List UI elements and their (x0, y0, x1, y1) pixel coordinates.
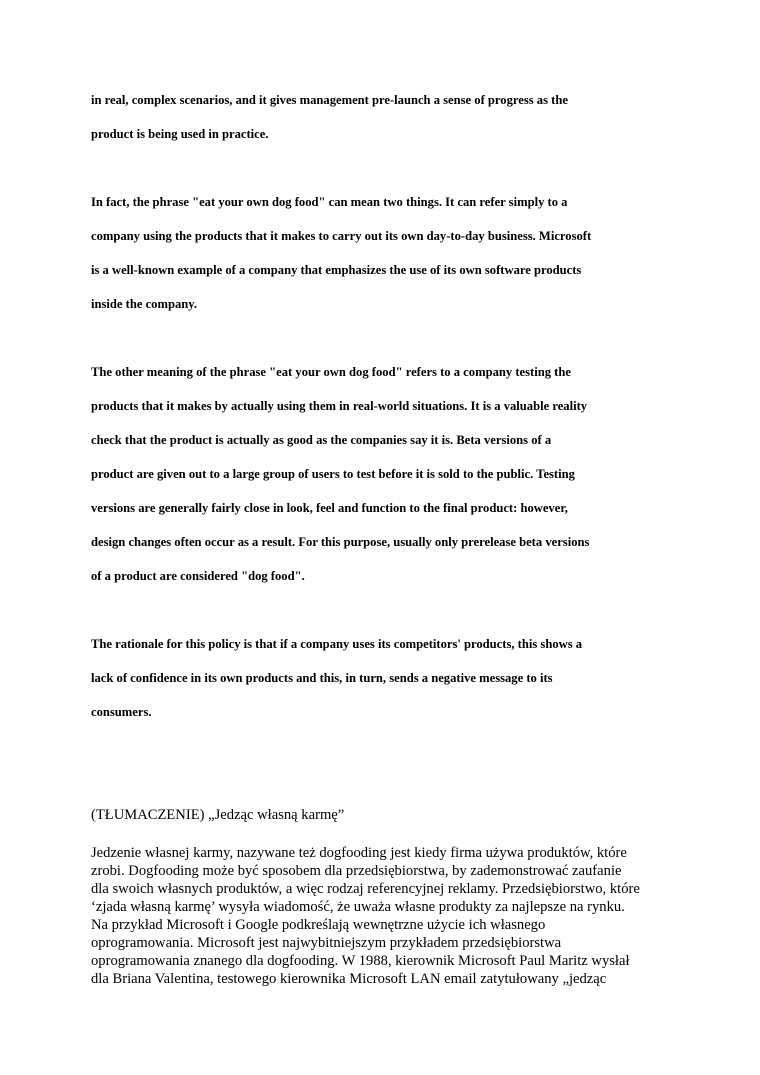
english-p3-line-1: The other meaning of the phrase "eat your own dog food" refers to a company testing the (91, 365, 571, 379)
translation-line-3: dla swoich własnych produktów, a więc rodzaj referencyjnej reklamy. Przedsiębiorstwo, które (91, 881, 640, 897)
translation-line-6: oprogramowania. Microsoft jest najwybitniejszym przykładem przedsiębiorstwa (91, 935, 562, 951)
translation-line-7: oprogramowania znanego dla dogfooding. W 1988, kierownik Microsoft Paul Maritz wysłał (91, 953, 630, 969)
english-p1-line-2: product is being used in practice. (91, 127, 269, 141)
translation-title: (TŁUMACZENIE) „Jedząc własną karmę” (91, 807, 345, 823)
translation-line-2: zrobi. Dogfooding może być sposobem dla przedsiębiorstwa, by zademonstrować zaufanie (91, 863, 622, 879)
english-p4-line-2: lack of confidence in its own products and this, in turn, sends a negative message to its (91, 671, 553, 685)
translation-line-4: ‘zjada własną karmę’ wysyła wiadomość, że uważa własne produkty za najlepsze na rynku. (91, 899, 625, 915)
english-p2-line-1: In fact, the phrase "eat your own dog food" can mean two things. It can refer simply to a (91, 195, 568, 209)
english-p3-line-4: product are given out to a large group of users to test before it is sold to the public. Testing (91, 467, 575, 481)
english-p4-line-3: consumers. (91, 705, 152, 719)
english-p3-line-2: products that it makes by actually using them in real-world situations. It is a valuable reality (91, 399, 588, 413)
english-p4-line-1: The rationale for this policy is that if a company uses its competitors' products, this shows a (91, 637, 583, 651)
english-p3-line-7: of a product are considered "dog food". (91, 569, 305, 583)
translation-line-1: Jedzenie własnej karmy, nazywane też dogfooding jest kiedy firma używa produktów, które (91, 845, 627, 861)
english-p3-line-5: versions are generally fairly close in look, feel and function to the final product: however, (91, 501, 568, 515)
english-p3-line-6: design changes often occur as a result. For this purpose, usually only prerelease beta versions (91, 535, 590, 549)
translation-line-5: Na przykład Microsoft i Google podkreślają wewnętrzne użycie ich własnego (91, 917, 546, 933)
english-p1-line-1: in real, complex scenarios, and it gives management pre-launch a sense of progress as the (91, 93, 568, 107)
english-p2-line-2: company using the products that it makes to carry out its own day-to-day business. Microsoft (91, 229, 592, 243)
english-p2-line-3: is a well-known example of a company that emphasizes the use of its own software products (91, 263, 582, 277)
english-p2-line-4: inside the company. (91, 297, 198, 311)
english-p3-line-3: check that the product is actually as good as the companies say it is. Beta versions of a (91, 433, 552, 447)
translation-line-8: dla Briana Valentina, testowego kierownika Microsoft LAN email zatytułowany „jedząc (91, 971, 607, 987)
